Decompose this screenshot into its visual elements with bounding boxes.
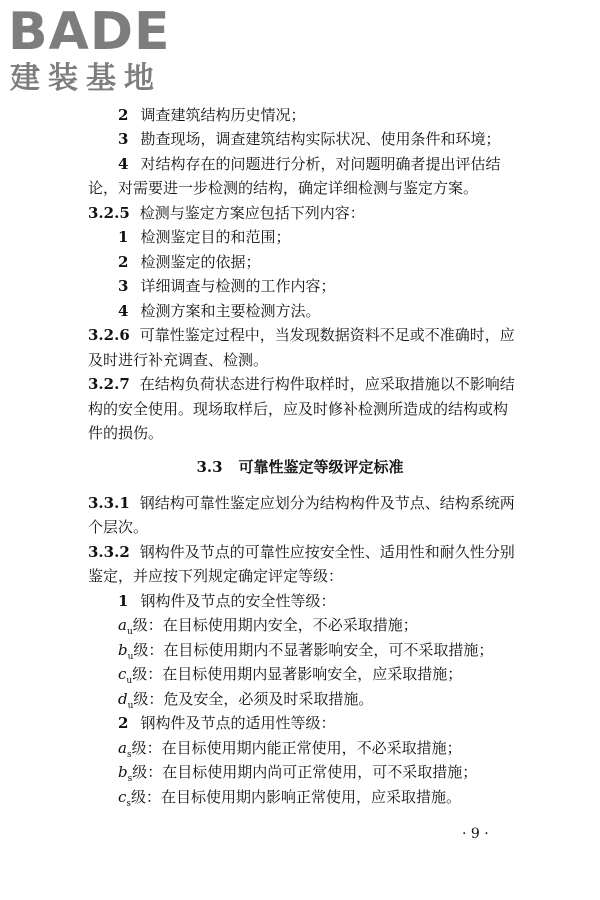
grade-subscript: s [126, 750, 132, 760]
item-text: 调查建筑结构历史情况； [140, 106, 306, 124]
grade-text: 级：在目标使用期内影响正常使用，应采取措施。 [131, 788, 462, 806]
clause-line [88, 324, 515, 346]
line-text: 个层次。 [88, 518, 149, 536]
paragraph-line [88, 177, 500, 199]
clause-number: 3.2.7 [88, 375, 130, 393]
grade-text: 级：在目标使用期内安全，不必采取措施； [132, 616, 418, 634]
item-text: 详细调查与检测的工作内容； [140, 277, 336, 295]
paragraph-line [88, 398, 509, 420]
grade-subscript: u [126, 676, 133, 686]
item-number: 2 [118, 106, 129, 124]
list-item [118, 590, 500, 612]
item-text: 钢构件及节点的适用性等级： [140, 714, 336, 732]
clause-number: 3.2.5 [88, 204, 130, 222]
line-text: 件的损伤。 [88, 424, 164, 442]
list-item [118, 275, 500, 297]
logo-wordmark: BADE [8, 2, 171, 62]
grade-text: 级：在目标使用期内不显著影响安全，可不采取措施； [133, 641, 494, 659]
clause-number: 3.3.1 [88, 494, 130, 512]
paragraph-line [88, 516, 500, 538]
item-text: 对结构存在的问题进行分析，对问题明确者提出评估结 [140, 155, 501, 173]
clause-line [88, 373, 515, 395]
grade-line [118, 786, 500, 815]
grade-text: 级：在目标使用期内尚可正常使用，可不采取措施； [132, 763, 478, 781]
line-text: 鉴定，并应按下列规定确定评定等级： [88, 567, 344, 585]
grade-letter: c [118, 665, 127, 683]
list-item [118, 104, 500, 126]
list-item [118, 251, 500, 273]
item-number: 4 [118, 302, 129, 320]
clause-text: 在结构负荷状态进行构件取样时，应采取措施以不影响结 [139, 375, 515, 393]
grade-letter: c [118, 788, 127, 806]
list-item [118, 153, 500, 175]
list-item [118, 128, 500, 150]
item-number: 3 [118, 277, 129, 295]
grade-letter: b [118, 641, 128, 659]
clause-text: 可靠性鉴定过程中，当发现数据资料不足或不准确时，应 [139, 326, 515, 344]
page-number: · 9 · [462, 826, 489, 842]
grade-text: 级：在目标使用期内显著影响安全，应采取措施； [132, 665, 463, 683]
grade-subscript: u [127, 701, 134, 711]
clause-text: 检测与鉴定方案应包括下列内容： [139, 204, 365, 222]
list-item [118, 300, 500, 322]
section-title: 可靠性鉴定等级评定标准 [238, 458, 404, 476]
grade-subscript: s [126, 799, 132, 809]
grade-text: 级：在目标使用期内能正常使用，不必采取措施； [131, 739, 462, 757]
item-number: 4 [118, 155, 129, 173]
grade-subscript: u [127, 652, 134, 662]
grade-letter: b [118, 763, 128, 781]
item-number: 2 [118, 714, 129, 732]
clause-number: 3.3.2 [88, 543, 130, 561]
item-text: 检测鉴定目的和范围； [140, 228, 291, 246]
logo-subtitle: 建装基地 [10, 61, 162, 96]
grade-letter: a [118, 616, 127, 634]
item-number: 2 [118, 253, 129, 271]
paragraph-line [88, 349, 500, 371]
line-text: 及时进行补充调查、检测。 [88, 351, 269, 369]
paragraph-line [88, 565, 500, 587]
grade-text: 级：危及安全，必须及时采取措施。 [133, 690, 374, 708]
clause-text: 钢结构可靠性鉴定应划分为结构构件及节点、结构系统两 [139, 494, 515, 512]
clause-line [88, 202, 500, 224]
grade-subscript: s [127, 774, 133, 784]
list-item [118, 712, 500, 734]
clause-number: 3.2.6 [88, 326, 130, 344]
item-text: 钢构件及节点的安全性等级： [140, 592, 336, 610]
clause-line [88, 541, 515, 563]
section-heading [0, 456, 600, 478]
paragraph-line [88, 422, 500, 444]
item-number: 3 [118, 130, 129, 148]
list-item [118, 226, 500, 248]
item-number: 1 [118, 228, 129, 246]
grade-letter: d [118, 690, 128, 708]
grade-subscript: u [126, 627, 133, 637]
clause-line [88, 492, 515, 514]
item-number: 1 [118, 592, 129, 610]
section-number: 3.3 [196, 458, 223, 476]
item-text: 勘查现场，调查建筑结构实际状况、使用条件和环境； [140, 130, 501, 148]
line-text: 构的安全使用。现场取样后，应及时修补检测所造成的结构或构 [88, 400, 509, 418]
brand-logo [6, 4, 206, 104]
item-text: 检测鉴定的依据； [140, 253, 261, 271]
line-text: 论，对需要进一步检测的结构，确定详细检测与鉴定方案。 [88, 179, 479, 197]
item-text: 检测方案和主要检测方法。 [140, 302, 321, 320]
clause-text: 钢构件及节点的可靠性应按安全性、适用性和耐久性分别 [139, 543, 515, 561]
grade-letter: a [118, 739, 127, 757]
